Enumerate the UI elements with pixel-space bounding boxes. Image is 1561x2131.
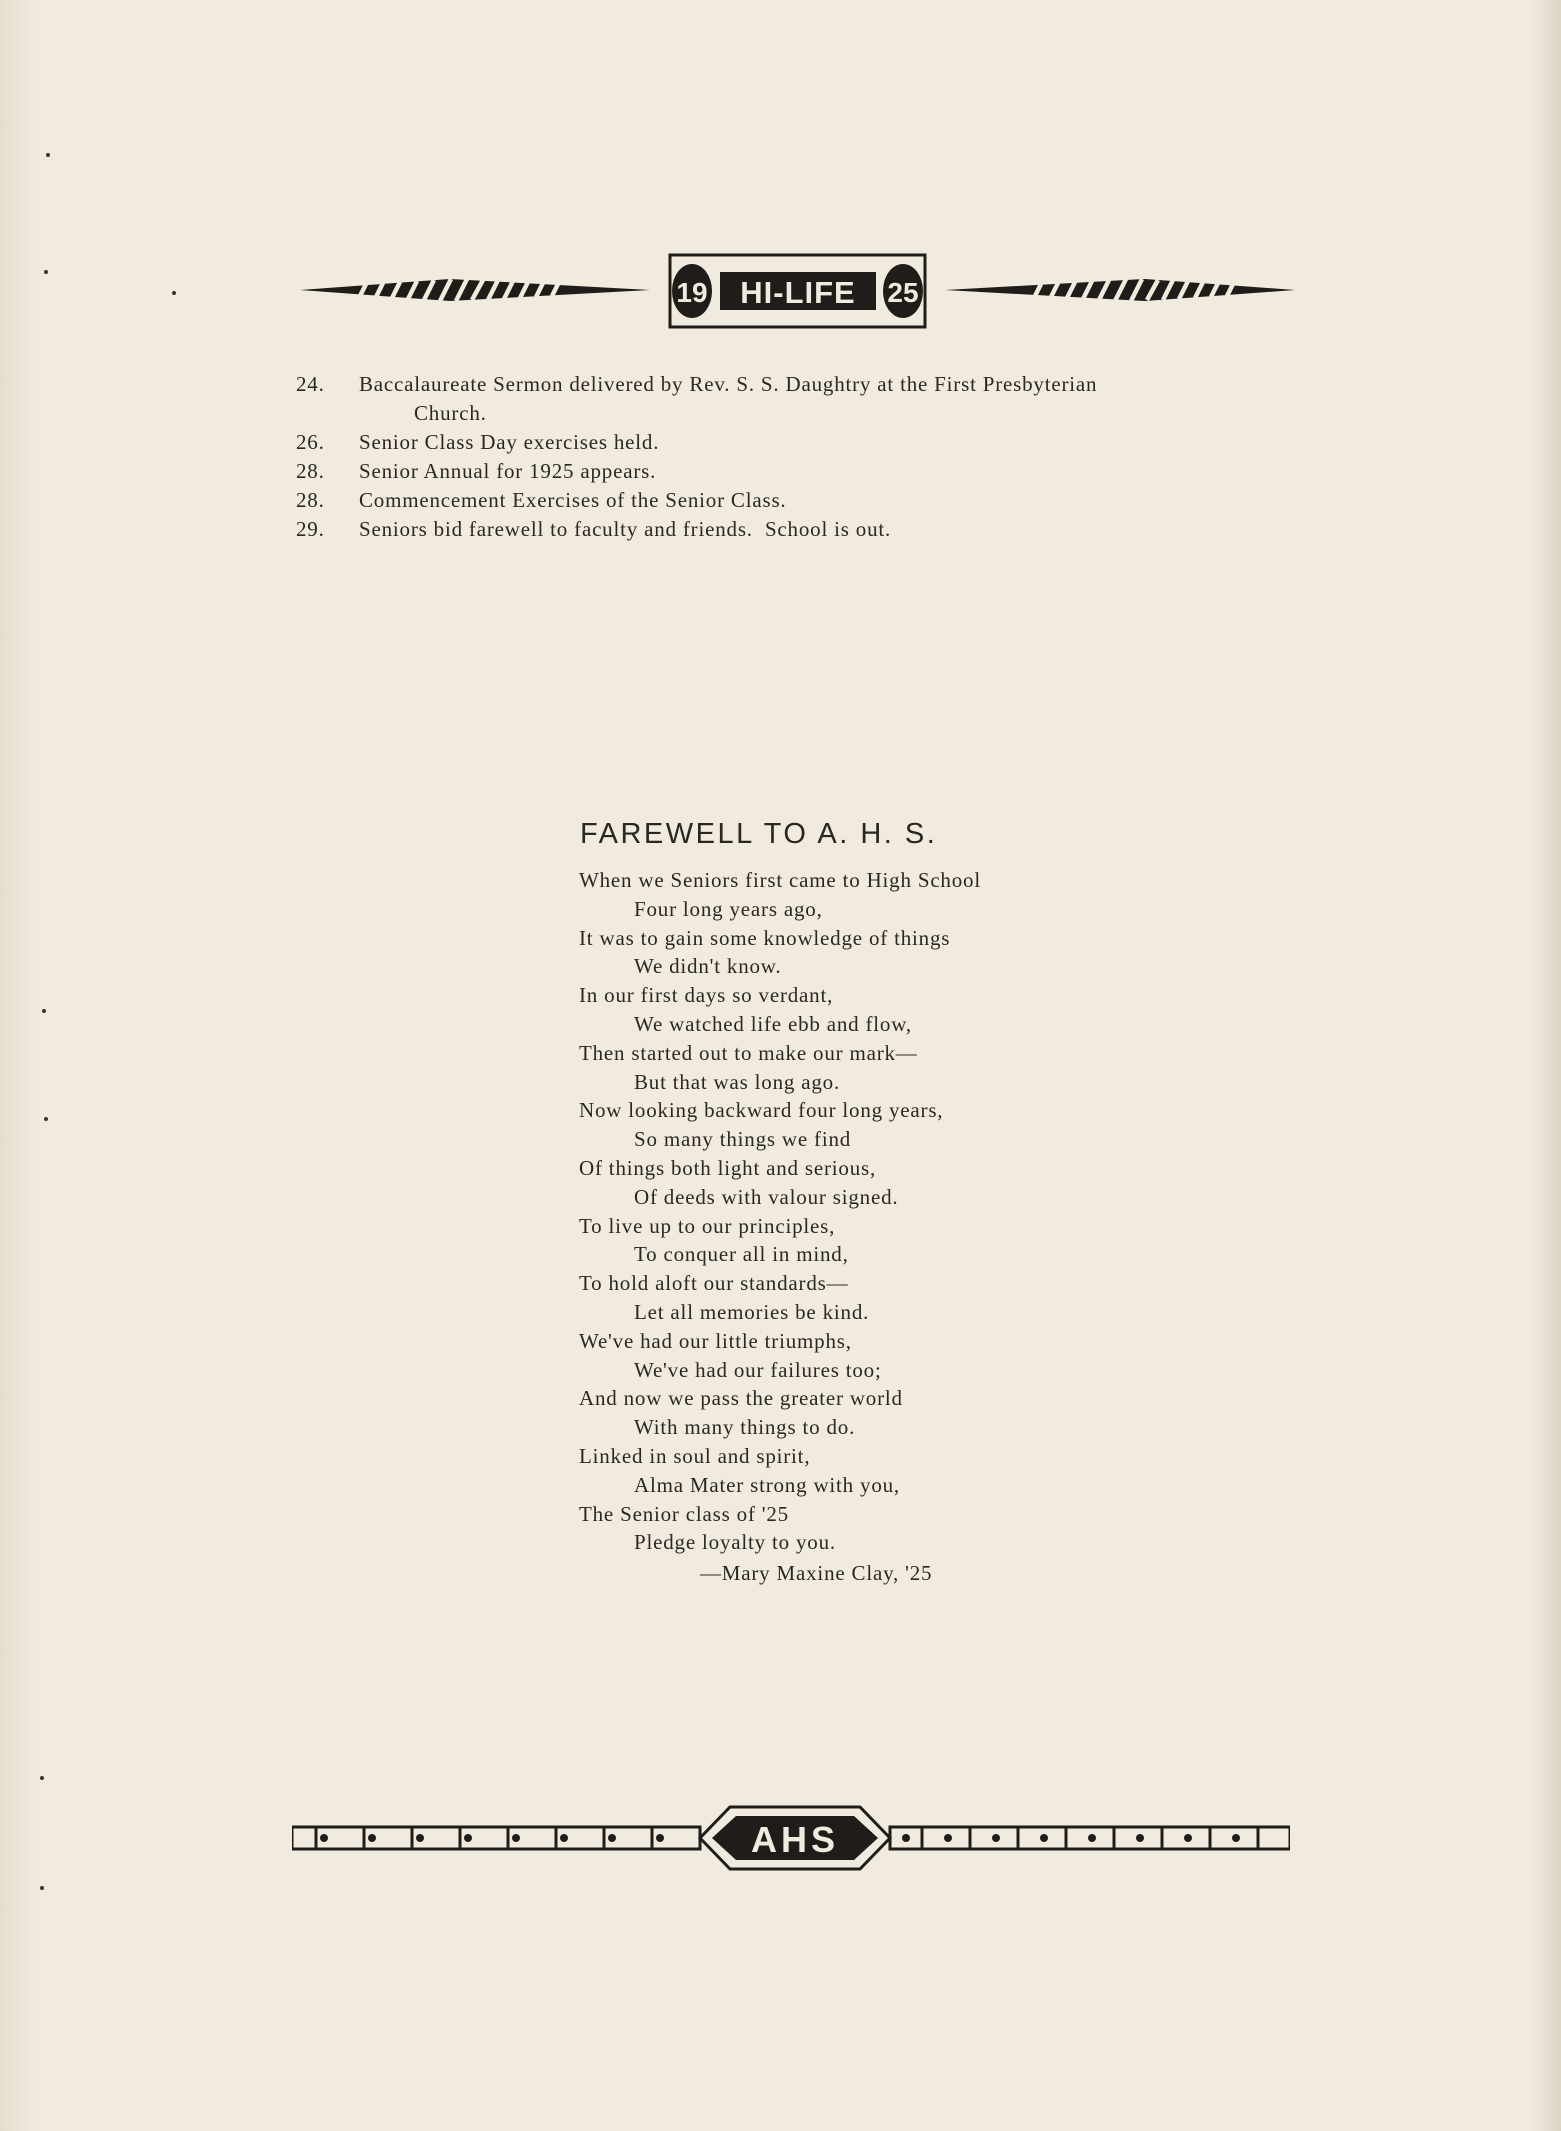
poem-line: Pledge loyalty to you. xyxy=(634,1530,836,1555)
paper-speck xyxy=(40,1886,44,1890)
poem-line: We've had our failures too; xyxy=(634,1357,882,1382)
event-text: Senior Annual for 1925 appears. xyxy=(359,459,657,483)
right-dotted-band xyxy=(890,1827,1290,1849)
event-row xyxy=(296,515,1296,544)
poem-line: With many things to do. xyxy=(634,1415,856,1440)
hi-life-header-banner xyxy=(300,252,1295,332)
poem-line: Let all memories be kind. xyxy=(634,1299,870,1324)
event-row xyxy=(296,428,1296,457)
paper-speck xyxy=(40,1776,44,1780)
poem-line: Of deeds with valour signed. xyxy=(634,1184,899,1209)
poem-line: In our first days so verdant, xyxy=(579,983,834,1008)
poem-title: FAREWELL TO A. H. S. xyxy=(580,818,938,850)
paper-speck xyxy=(172,291,176,295)
event-day: 28. xyxy=(296,488,325,512)
poem-line: And now we pass the greater world xyxy=(579,1386,903,1411)
poem-line: We watched life ebb and flow, xyxy=(634,1011,912,1036)
event-row xyxy=(296,457,1296,486)
paper-speck xyxy=(42,1009,46,1013)
events-list xyxy=(296,370,1296,544)
ahs-footer-banner xyxy=(292,1804,1290,1872)
right-striped-diamond xyxy=(945,279,1295,301)
event-text-continuation: Church. xyxy=(414,401,487,425)
footer-emblem-text: AHS xyxy=(750,1819,840,1860)
left-striped-diamond xyxy=(300,279,650,301)
poem-line: Of things both light and serious, xyxy=(579,1155,877,1180)
page-edge-shadow-left xyxy=(0,0,40,2131)
poem-line: So many things we find xyxy=(634,1127,852,1152)
poem-line: To live up to our principles, xyxy=(579,1213,836,1238)
poem-line: It was to gain some knowledge of things xyxy=(579,925,951,950)
poem-line: Then started out to make our mark— xyxy=(579,1040,918,1065)
paper-speck xyxy=(46,153,50,157)
poem-line: We've had our little triumphs, xyxy=(579,1328,852,1353)
header-title: HI-LIFE xyxy=(740,275,856,310)
poem-line: Now looking backward four long years, xyxy=(579,1098,944,1123)
poem-line: Four long years ago, xyxy=(634,896,823,921)
header-year-left: 19 xyxy=(676,277,708,308)
poem-line: The Senior class of '25 xyxy=(579,1501,789,1526)
poem-line: We didn't know. xyxy=(634,954,782,979)
poem-line: When we Seniors first came to High School xyxy=(579,868,981,892)
event-text: Commencement Exercises of the Senior Class. xyxy=(359,488,787,512)
poem-line: To hold aloft our standards— xyxy=(579,1271,849,1296)
ahs-emblem xyxy=(700,1807,890,1869)
event-day: 26. xyxy=(296,430,325,454)
page-edge-shadow-right xyxy=(1531,0,1561,2131)
header-year-right: 25 xyxy=(887,277,919,308)
event-row xyxy=(296,486,1296,515)
poem-line: But that was long ago. xyxy=(634,1069,840,1094)
event-text: Seniors bid farewell to faculty and friends. School is out. xyxy=(359,517,892,541)
event-day: 28. xyxy=(296,459,325,483)
event-day: 24. xyxy=(296,372,325,396)
poem-line: Alma Mater strong with you, xyxy=(634,1472,900,1497)
left-dotted-band xyxy=(292,1827,700,1849)
event-day: 29. xyxy=(296,517,325,541)
event-text: Baccalaureate Sermon delivered by Rev. S. S. Daughtry at the First Presbyterian xyxy=(359,372,1098,396)
poem-line: To conquer all in mind, xyxy=(634,1242,849,1267)
paper-speck xyxy=(44,270,48,274)
hi-life-title-plate xyxy=(670,255,925,327)
poem-line: Linked in soul and spirit, xyxy=(579,1443,811,1468)
poem-body xyxy=(579,866,1139,1557)
event-text: Senior Class Day exercises held. xyxy=(359,430,660,454)
paper-speck xyxy=(44,1117,48,1121)
poem-author: —Mary Maxine Clay, '25 xyxy=(700,1561,933,1585)
event-row xyxy=(296,370,1296,399)
